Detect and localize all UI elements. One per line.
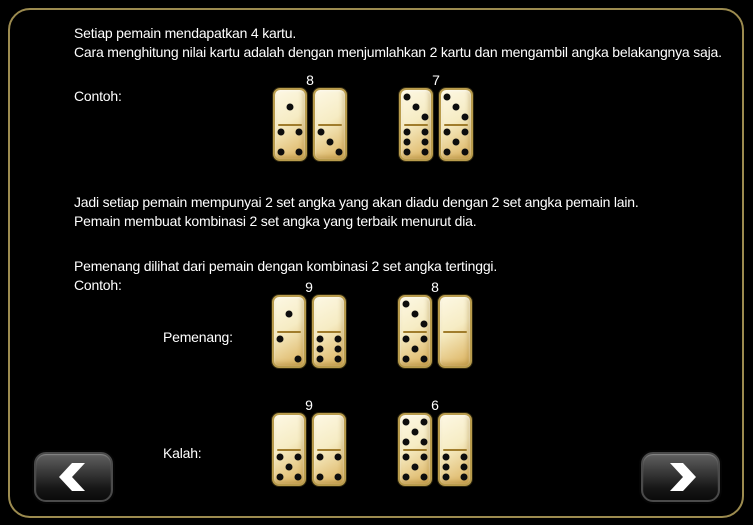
pip-dot (334, 355, 341, 362)
pip-dot (461, 148, 468, 155)
domino-bottom-half (440, 332, 470, 367)
domino-bottom-half (441, 125, 471, 160)
pip-dot (443, 453, 450, 460)
domino-top-half (400, 415, 430, 450)
domino-divider (317, 449, 341, 451)
domino-top-half (274, 415, 304, 450)
domino-divider (277, 449, 301, 451)
domino-top-half (401, 90, 431, 125)
instruction-line-1: Setiap pemain mendapatkan 4 kartu. (74, 25, 297, 41)
pip-dot (294, 473, 301, 480)
pip-dot (327, 138, 334, 145)
pip-dot (403, 419, 410, 426)
next-button[interactable] (641, 452, 720, 502)
domino-divider (443, 331, 467, 333)
pip-dot (404, 94, 411, 101)
domino-card (399, 88, 433, 161)
pip-dot (420, 439, 427, 446)
domino-divider (317, 331, 341, 333)
domino-top-half (275, 90, 305, 125)
domino-pair-winner-8 (398, 280, 472, 368)
chevron-right-icon (662, 461, 700, 493)
pip-dot (460, 453, 467, 460)
pip-dot (404, 148, 411, 155)
pip-dot (287, 104, 294, 111)
pip-dot (420, 321, 427, 328)
pip-dot (295, 128, 302, 135)
domino-top-half (441, 90, 471, 125)
domino-pair-winner-9 (272, 280, 346, 368)
domino-bottom-half (400, 332, 430, 367)
pip-dot (404, 128, 411, 135)
domino-top-half (440, 297, 470, 332)
domino-card (438, 413, 472, 486)
pair-value-label: 8 (306, 72, 314, 88)
domino-pair-example-7 (399, 73, 473, 161)
pip-dot (461, 114, 468, 121)
pip-dot (460, 473, 467, 480)
pip-dot (318, 128, 325, 135)
pip-dot (443, 473, 450, 480)
domino-divider (404, 124, 428, 126)
pip-dot (403, 439, 410, 446)
pip-dot (412, 345, 419, 352)
pip-dot (294, 355, 301, 362)
pip-dot (412, 429, 419, 436)
prev-button[interactable] (34, 452, 113, 502)
pip-dot (420, 355, 427, 362)
pip-dot (277, 453, 284, 460)
pip-dot (278, 128, 285, 135)
pip-dot (453, 138, 460, 145)
pip-dot (317, 355, 324, 362)
domino-bottom-half (274, 332, 304, 367)
domino-card (272, 413, 306, 486)
domino-pair-loser-9 (272, 398, 346, 486)
pip-dot (421, 128, 428, 135)
domino-divider (277, 331, 301, 333)
pip-dot (420, 473, 427, 480)
pair-value-label: 8 (431, 279, 439, 295)
pip-dot (443, 463, 450, 470)
pip-dot (404, 138, 411, 145)
domino-bottom-half (314, 332, 344, 367)
domino-bottom-half (440, 450, 470, 485)
pip-dot (286, 311, 293, 318)
pip-dot (420, 335, 427, 342)
example-label-1: Contoh: (74, 88, 122, 104)
pip-dot (444, 128, 451, 135)
domino-divider (444, 124, 468, 126)
domino-divider (403, 331, 427, 333)
domino-card (313, 88, 347, 161)
pip-dot (420, 419, 427, 426)
domino-top-half (315, 90, 345, 125)
pip-dot (277, 473, 284, 480)
pip-dot (453, 104, 460, 111)
domino-card (272, 295, 306, 368)
pip-dot (317, 453, 324, 460)
domino-bottom-half (275, 125, 305, 160)
pip-dot (412, 311, 419, 318)
pip-dot (460, 463, 467, 470)
pip-dot (461, 128, 468, 135)
pip-dot (412, 463, 419, 470)
domino-divider (443, 449, 467, 451)
domino-bottom-half (314, 450, 344, 485)
pip-dot (334, 453, 341, 460)
pip-dot (420, 453, 427, 460)
pip-dot (277, 335, 284, 342)
domino-top-half (440, 415, 470, 450)
pip-dot (335, 148, 342, 155)
domino-top-half (274, 297, 304, 332)
domino-pair-example-8 (273, 73, 347, 161)
domino-pair-loser-6 (398, 398, 472, 486)
pip-dot (413, 104, 420, 111)
instruction-line-4: Pemain membuat kombinasi 2 set angka yang terbaik menurut dia. (74, 213, 477, 229)
domino-divider (403, 449, 427, 451)
pip-dot (403, 453, 410, 460)
pip-dot (317, 335, 324, 342)
pip-dot (334, 345, 341, 352)
pip-dot (286, 463, 293, 470)
pip-dot (444, 94, 451, 101)
domino-card (312, 295, 346, 368)
domino-bottom-half (400, 450, 430, 485)
pip-dot (334, 473, 341, 480)
domino-card (398, 295, 432, 368)
pip-dot (317, 345, 324, 352)
domino-divider (278, 124, 302, 126)
pair-value-label: 9 (305, 279, 313, 295)
domino-card (438, 295, 472, 368)
domino-bottom-half (401, 125, 431, 160)
domino-top-half (400, 297, 430, 332)
pip-dot (334, 335, 341, 342)
pip-dot (294, 453, 301, 460)
pip-dot (421, 114, 428, 121)
domino-card (273, 88, 307, 161)
pip-dot (421, 148, 428, 155)
domino-top-half (314, 415, 344, 450)
pip-dot (444, 148, 451, 155)
chevron-left-icon (55, 461, 93, 493)
instruction-line-5: Pemenang dilihat dari pemain dengan kombinasi 2 set angka tertinggi. (74, 258, 498, 274)
domino-card (439, 88, 473, 161)
pair-value-label: 7 (432, 72, 440, 88)
loser-label: Kalah: (163, 445, 202, 461)
domino-divider (318, 124, 342, 126)
pip-dot (317, 473, 324, 480)
domino-bottom-half (274, 450, 304, 485)
pip-dot (278, 148, 285, 155)
domino-top-half (314, 297, 344, 332)
domino-bottom-half (315, 125, 345, 160)
pair-value-label: 6 (431, 397, 439, 413)
pip-dot (403, 355, 410, 362)
pip-dot (295, 148, 302, 155)
winner-label: Pemenang: (163, 329, 233, 345)
instruction-line-2: Cara menghitung nilai kartu adalah dengan menjumlahkan 2 kartu dan mengambil angka belakangnya saja. (74, 44, 722, 60)
domino-card (398, 413, 432, 486)
example-label-2: Contoh: (74, 277, 122, 293)
pip-dot (403, 335, 410, 342)
pip-dot (421, 138, 428, 145)
pair-value-label: 9 (305, 397, 313, 413)
pip-dot (403, 301, 410, 308)
instruction-line-3: Jadi setiap pemain mempunyai 2 set angka yang akan diadu dengan 2 set angka pemain lain. (74, 194, 639, 210)
pip-dot (403, 473, 410, 480)
domino-card (312, 413, 346, 486)
